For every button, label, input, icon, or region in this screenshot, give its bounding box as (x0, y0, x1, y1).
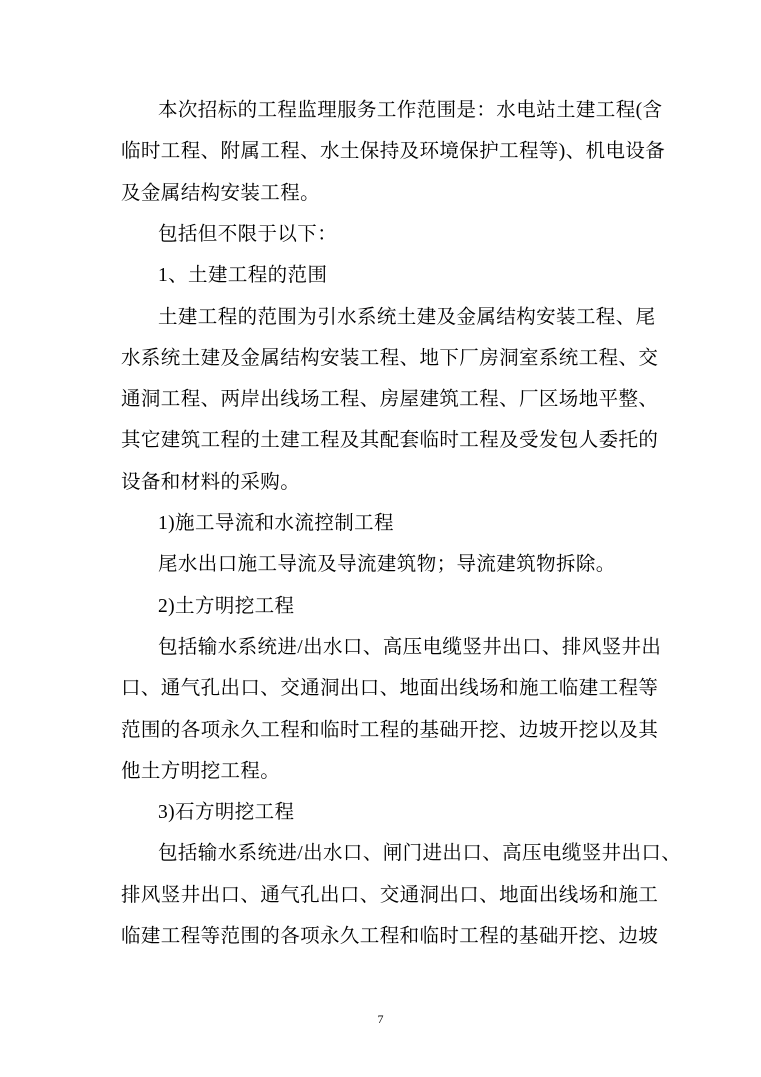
text-line: 包括但不限于以下： (158, 223, 338, 245)
text-line: 2)土方明挖工程 (158, 595, 295, 617)
text-line: 排风竖井出口、通气孔出口、交通洞出口、地面出线场和施工 (121, 884, 659, 906)
text-line: 其它建筑工程的土建工程及其配套临时工程及受发包人委托的 (121, 430, 659, 452)
text-line: 口、通气孔出口、交通洞出口、地面出线场和施工临建工程等 (121, 678, 659, 700)
text-line: 包括输水系统进/出水口、闸门进出口、高压电缆竖井出口、 (158, 843, 682, 865)
text-line: 1、土建工程的范围 (158, 265, 328, 287)
text-line: 尾水出口施工导流及导流建筑物；导流建筑物拆除。 (158, 554, 616, 576)
text-line: 包括输水系统进/出水口、高压电缆竖井出口、排风竖井出 (158, 636, 662, 658)
text-line: 设备和材料的采购。 (121, 471, 301, 493)
text-line: 3)石方明挖工程 (158, 802, 295, 824)
text-line: 及金属结构安装工程。 (121, 182, 321, 204)
text-line: 本次招标的工程监理服务工作范围是：水电站土建工程(含 (158, 100, 663, 121)
text-line: 他土方明挖工程。 (121, 760, 281, 782)
text-line: 水系统土建及金属结构安装工程、地下厂房洞室系统工程、交 (121, 347, 659, 369)
text-line: 1)施工导流和水流控制工程 (158, 513, 394, 534)
page-number: 7 (377, 1012, 384, 1026)
text-line: 临时工程、附属工程、水土保持及环境保护工程等)、机电设备 (121, 141, 666, 163)
text-line: 通洞工程、两岸出线场工程、房屋建筑工程、厂区场地平整、 (121, 389, 659, 411)
text-line: 范围的各项永久工程和临时工程的基础开挖、边坡开挖以及其 (121, 719, 659, 741)
text-line: 临建工程等范围的各项永久工程和临时工程的基础开挖、边坡 (121, 926, 659, 947)
text-line: 土建工程的范围为引水系统土建及金属结构安装工程、尾 (158, 306, 656, 328)
